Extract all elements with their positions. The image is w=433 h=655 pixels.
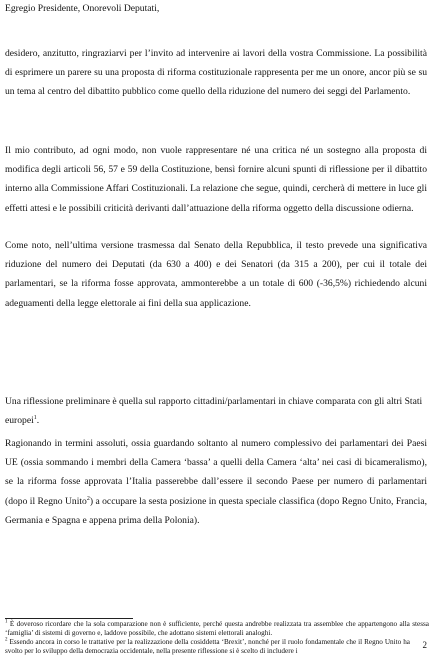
paragraph-preliminary-text: Una riflessione preliminare è quella sul rapporto cittadini/parlamentari in chiave comparata con gli altri Stati europei: [5, 396, 423, 427]
paragraph-thanks: desidero, anzitutto, ringraziarvi per l’invito ad intervenire ai lavori della vostra Commissione. La possibilità di esprimere un parere su una proposta di riforma costituzionale rappresenta per me un onore, ancor più se su un tema al centro del dibattito pubblico come quello della riduzione del numero dei seggi del Parlamento.: [5, 48, 427, 98]
footnote-2: [5, 638, 410, 655]
paragraph-absolute-text-b: ) a occupare la sesta posizione in questa speciale classifica (dopo Regno Unito, Francia, Germania e Spagna e appena prima della Polonia).: [5, 495, 428, 526]
footnote-ref-2[interactable]: 2: [86, 495, 90, 502]
paragraph-absolute-terms: [5, 434, 427, 530]
paragraph-absolute-text-a: Ragionando in termini assoluti, ossia guardando soltanto al numero complessivo dei parlamentari dei Paesi UE (ossia sommando i membri della Camera ‘bassa’ a quelli della Camera ‘alta’ nei casi di bicameralismo), se la riforma fosse approvata l’Italia passerebbe dall’essere il secondo Paese per numero di parlamentari (dopo il Regno Unito: [5, 438, 427, 507]
footnote-2-text: Essendo ancora in corso le trattative per la realizzazione della cosiddetta ‘Brexit’, nonché per il ruolo fondamentale che il Regno Unito ha svolto per lo sviluppo della democrazia occidentale, nella presente riflessione si è scelto di includere i: [5, 638, 410, 655]
paragraph-preliminary-end: .: [36, 415, 40, 427]
salutation: Egregio Presidente, Onorevoli Deputati,: [5, 3, 160, 14]
paragraph-contribution: Il mio contributo, ad ogni modo, non vuole rappresentare né una critica né un sostegno alla proposta di modifica degli articoli 56, 57 e 59 della Costituzione, bensì fornire alcuni spunti di riflessione per il dibattito interno alla Commissione Affari Costituzionali. La relazione che segue, quindi, cercherà di mettere in luce gli effetti attesi e le possibili criticità derivanti dall’attuazione della riforma oggetto della discussione odierna.: [5, 145, 427, 214]
footnote-1-number: 1: [5, 619, 8, 625]
paragraph-reform-summary: Come noto, nell’ultima versione trasmessa dal Senato della Repubblica, il testo prevede una significativa riduzione del numero dei Deputati (da 630 a 400) e dei Senatori (da 315 a 200), per cui il totale dei parlamentari, se la riforma fosse approvata, ammonterebbe a un totale di 600 (-36,5%) richiedendo alcuni adeguamenti della legge elettorale ai fini della sua applicazione.: [5, 240, 427, 309]
paragraph-preliminary-reflection: [5, 392, 427, 430]
footnote-1-text: È doveroso ricordare che la sola comparazione non è sufficiente, perché questa andrebbe realizzata tra assemblee che appartengono alla stessa ‘famiglia’ di sistemi di governo e, laddove possibile, che adottano sistemi elettorali analoghi.: [5, 620, 429, 637]
footnote-1: [5, 620, 429, 637]
footnote-separator: [5, 618, 133, 619]
footnote-2-number: 2: [5, 637, 8, 643]
page-number: 2: [422, 640, 427, 650]
footnote-ref-1[interactable]: 1: [33, 415, 37, 422]
